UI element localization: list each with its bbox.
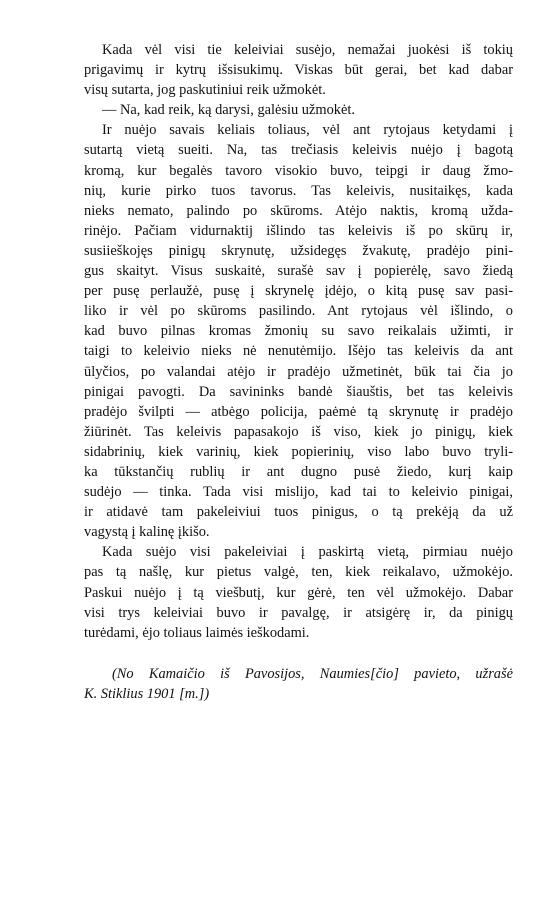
text-line: turėdami, ėjo toliaus laimės ieškodami. bbox=[84, 624, 310, 641]
source-line: (No Kamaičio iš Pavosijos, Naumies[čio] pavieto, užrašė bbox=[112, 665, 513, 682]
text-line: kad buvo pilnas kromas žmonių su savo reikalais užimti, ir bbox=[84, 323, 513, 340]
text-line: liko ir vėl po skūroms pasilindo. Ant rytojaus vėl išlindo, o bbox=[84, 303, 513, 320]
text-line: visi trys keleiviai buvo ir pavalgę, ir atsigėrę ir, da pinigų bbox=[84, 604, 513, 621]
text-line: Paskui nuėjo į tą viešbutį, kur gėrė, ten vėl užmokėjo. Dabar bbox=[84, 584, 513, 601]
text-line: pas tą našlę, kur pietus valgė, ten, kiek reikalavo, užmokėjo. bbox=[84, 564, 513, 581]
text-line: pradėjo švilpti — atbėgo policija, paėmė tą skrynutę ir pradėjo bbox=[84, 403, 513, 420]
text-line: pinigai pavogti. Da savininks bandė šiauštis, bet tas keleivis bbox=[84, 383, 513, 400]
text-line: — Na, kad reik, ką darysi, galėsiu užmokėt. bbox=[102, 102, 355, 119]
text-line: sutartą vietą sueiti. Na, tas trečiasis keleivis nuėjo į bagotą bbox=[84, 142, 513, 159]
paragraph bbox=[84, 542, 513, 642]
text-line: sidabrinių, kiek varinių, kiek popierinių, viso labo buvo tryli- bbox=[84, 443, 513, 460]
source-note bbox=[84, 664, 513, 704]
text-line: gus skaityt. Visus suskaitė, surašė sav į popierėlę, savo žiedą bbox=[84, 263, 513, 280]
text-line: Kada suėjo visi pakeleiviai į paskirtą vietą, pirmiau nuėjo bbox=[102, 544, 513, 561]
text-line: vagystą į kalinę įkišo. bbox=[84, 524, 210, 541]
text-line: nieks nemato, palindo po skūroms. Atėjo naktis, kromą užda- bbox=[84, 202, 513, 219]
text-line: ka tūkstančių rublių ir ant dugno pusė žiedo, kurį kaip bbox=[84, 463, 513, 480]
text-line: rinėjo. Pačiam vidurnaktij išlindo tas keleivis iš po skūrų ir, bbox=[84, 222, 513, 239]
text-line: taigi to keleivio nieks nė nenutėmijo. Išėjo tas keleivis da ant bbox=[84, 343, 513, 360]
text-line: kromą, kur begalės tavoro visokio buvo, teipgi ir daug žmo- bbox=[84, 162, 513, 179]
source-line: K. Stiklius 1901 [m.]) bbox=[84, 685, 210, 702]
text-line: nių, kurie pirko tuos tavorus. Tas keleivis, nusitaikęs, kada bbox=[84, 182, 513, 199]
text-line: Kada vėl visi tie keleiviai susėjo, nemažai juokėsi iš tokių bbox=[102, 42, 513, 58]
text-line: sudėjo — tinka. Tada visi mislijo, kad tai to keleivio pinigai, bbox=[84, 484, 513, 501]
text-line: Ir nuėjo savais keliais toliaus, vėl ant rytojaus ketydami į bbox=[102, 122, 513, 139]
text-line: per pusę perlaužė, pusę į skrynelę įdėjo, o kitą pusę sav pasi- bbox=[84, 283, 513, 300]
text-line: visų sutarta, jog paskutiniui reik užmokėt. bbox=[84, 82, 326, 99]
document-page bbox=[84, 40, 513, 704]
paragraph bbox=[84, 100, 513, 120]
text-line: susiieškojęs pinigų skrynutę, užsidegęs žvakutę, pradėjo pini- bbox=[84, 242, 513, 259]
text-line: žiūrinėt. Tas keleivis papasakojo iš viso, kiek jo pinigų, kiek bbox=[84, 423, 513, 440]
paragraph bbox=[84, 120, 513, 542]
text-line: ir atidavė tam pakeleiviui tuos pinigus, o tą prekėją da už bbox=[84, 504, 513, 521]
text-line: ūlyčios, po valandai atėjo ir pradėjo užmetinėt, būk tai čia jo bbox=[84, 363, 513, 380]
text-line: prigavimų ir kytrų išsisukimų. Viskas būt gerai, bet kad dabar bbox=[84, 62, 513, 79]
paragraph bbox=[84, 40, 513, 100]
